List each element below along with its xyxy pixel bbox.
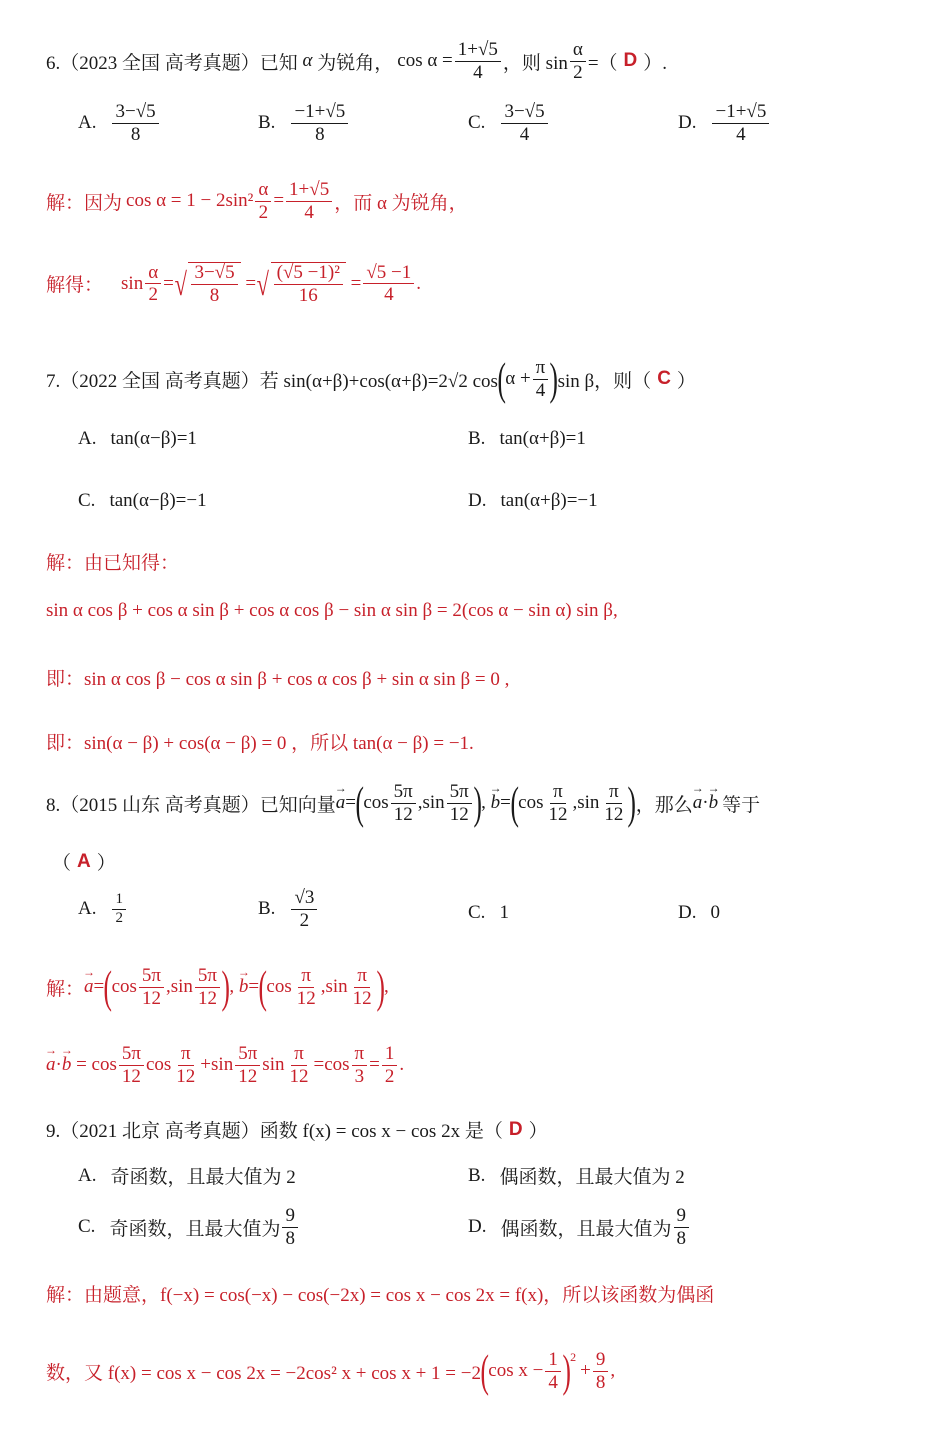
q8-solution-line2: → a · → b = cos 5π 12 cos π 12 + sin 5π 12 sin $\frac{\pi}{12}$ = cos $\frac{\pi}{3}$ = $\frac{1}{2}$ .: [46, 1044, 404, 1087]
q9-solution-line1: 解：由题意，f(−x) = cos(−x) − cos(−2x) = cos x − cos 2x = f(x)，所以该函数为偶函: [46, 1285, 715, 1306]
q8-answer-line: （ A ）: [52, 850, 116, 874]
q7-solution-line2: sin α cos β + cos α sin β + cos α cos β − sin α sin β = 2(cos α − sin α) sin β,: [46, 600, 618, 621]
q9-option-a: A. 奇函数，且最大值为 2: [78, 1164, 296, 1188]
q6-stem: 6.（2023 全国 高考真题）已知 α 为锐角， cos α = $\frac{1+√5}{4}$ ，则 sin $\frac{\alpha}{2}$ =（ D ）.: [46, 39, 668, 83]
q7-answer: C: [657, 368, 671, 389]
q6-solution-line2: 解得： sin $\frac{\alpha}{2}$ = √ $\frac{3-√5}{8}$ = √ $\frac{\text{(√5 −1)²}}{16}$ = $\frac{√5 -1}{4}$ .: [46, 261, 422, 306]
q9-stem: 9.（2021 北京 高考真题）函数 f(x) = cos x − cos 2x 是（ D ）: [46, 1118, 548, 1142]
q9-option-c: C. 奇函数，且最大值为 9 8: [78, 1206, 300, 1249]
q8-stem: 8.（2015 山东 高考真题）已知向量 → a = ( cos 5π 12 , sin 5π 12 ) , → b = ( cos π 12 , sin π 12 ) ，那么 → a · → b 等于: [46, 780, 760, 826]
q8-option-a: A. 1 2: [78, 892, 128, 927]
q6-option-c: C. 3−√5 4: [468, 102, 550, 145]
q7-option-c: C. tan(α−β)=−1: [78, 490, 207, 511]
q8-solution-line1: 解： → a = ( cos 5π 12 , sin 5π 12 ) , → b = ( cos π 12 , sin π 12 ) ,: [46, 964, 389, 1010]
q9-solution-line2: 数，又 f(x) = cos x − cos 2x = −2cos² x + cos x + 1 = −2 ( cos x − $\frac{1}{4}$ ) $^2$ + $\frac{9}{8}$ ,: [46, 1345, 616, 1396]
q9-answer: D: [508, 1118, 523, 1140]
q7-option-b: B. tan(α+β)=1: [468, 428, 586, 449]
q6-cond-fraction: $\frac{1+√5}{4}$: [455, 40, 501, 83]
q8-option-b: B. √3 2: [258, 888, 319, 931]
q7-solution-line1: 解：由已知得：: [46, 553, 180, 574]
q6-option-b: B. −1+√5 8: [258, 102, 350, 145]
q8-answer: A: [77, 850, 91, 872]
q6-answer: D: [623, 50, 638, 72]
q6-ask-fraction: $\frac{\alpha}{2}$: [570, 40, 586, 83]
q7-solution-line3: 即：sin α cos β − cos α sin β + cos α cos β + sin α sin β = 0 ,: [46, 669, 510, 690]
q7-solution-line4: 即：sin(α − β) + cos(α − β) = 0 ，所以 tan(α − β) = −1.: [46, 733, 474, 754]
q7-option-d: D. tan(α+β)=−1: [468, 490, 598, 511]
q9-option-b: B. 偶函数，且最大值为 2: [468, 1164, 685, 1188]
q8-option-c: C. 1: [468, 902, 509, 923]
q8-option-d: D. 0: [678, 902, 720, 923]
q9-option-d: D. 偶函数，且最大值为 9 8: [468, 1206, 691, 1249]
q6-option-a: A. 3−√5 8: [78, 102, 161, 145]
q6-option-d: D. −1+√5 4: [678, 102, 771, 145]
q7-stem: 7.（2022 全国 高考真题）若 sin(α+β)+cos(α+β)=2√2 cos ( α + $\frac{\pi}{4}$ ) sin β，则（ C ）: [46, 353, 696, 404]
q6-solution-line1: 解：因为 cos α = 1 − 2sin² $\frac{\alpha}{2}$ = $\frac{1+√5}{4}$ ，而 α 为锐角，: [46, 179, 468, 223]
q7-option-a: A. tan(α−β)=1: [78, 428, 197, 449]
